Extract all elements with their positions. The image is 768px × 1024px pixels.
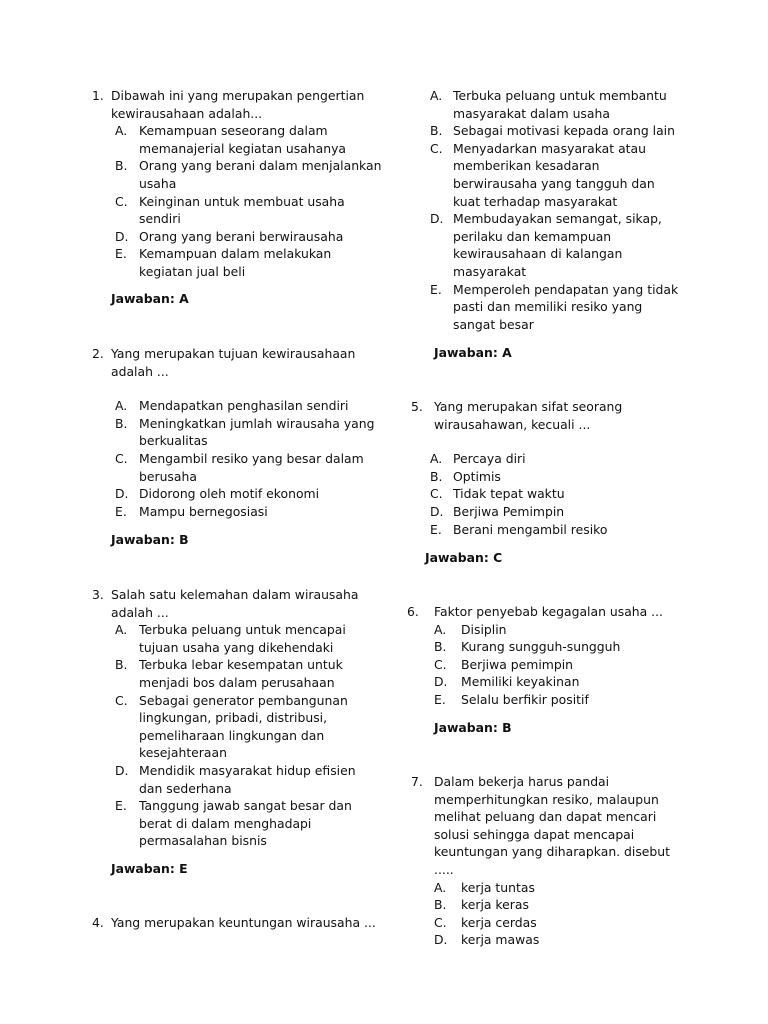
question-3	[92, 586, 382, 850]
option-text: Berani mengambil resiko	[453, 521, 608, 537]
option-text: Mampu bernegosiasi	[139, 503, 268, 519]
option-text: Tanggung jawab sangat besar dan berat di dalam menghadapi permasalahan bisnis	[139, 798, 352, 849]
question-1	[92, 87, 382, 281]
option-text: Meningkatkan jumlah wirausaha yang berkualitas	[139, 415, 375, 449]
option-text: Sebagai generator pembangunan lingkungan, pribadi, distribusi, pemeliharaan lingkungan dan kesejahteraan	[139, 692, 348, 761]
option-text: Kemampuan dalam melakukan kegiatan jual beli	[139, 246, 332, 279]
question-number: 4.	[92, 915, 104, 930]
option-text: Memiliki keyakinan	[461, 674, 580, 690]
option-letter: D.	[115, 762, 129, 778]
option-letter: D.	[430, 211, 444, 227]
option-letter: D.	[115, 228, 129, 244]
option-letter: D.	[434, 932, 448, 948]
option-text: kerja mawas	[461, 932, 540, 948]
option-letter: E.	[434, 691, 446, 707]
option-letter: A.	[434, 621, 447, 637]
question-number: 1.	[92, 88, 104, 103]
option-text: Terbuka peluang untuk membantu masyarakat dalam usaha	[453, 88, 667, 121]
option-text: Berjiwa pemimpin	[461, 656, 573, 672]
option-letter: A.	[430, 88, 443, 103]
option-letter: B.	[115, 158, 128, 174]
question-text: Dalam bekerja harus pandai memperhitungkan resiko, malaupun melihat peluang dan dapat mencari solusi sehingga dapat mencapai keuntungan yang diharapkan. disebut .....	[434, 774, 671, 877]
option-letter: B.	[430, 123, 443, 139]
option-letter: B.	[434, 639, 447, 655]
option-letter: C.	[115, 450, 128, 466]
option-text: kerja cerdas	[461, 914, 537, 930]
option-text: Mendidik masyarakat hidup efisien dan sederhana	[139, 762, 356, 796]
question-number: 6.	[407, 604, 419, 619]
option-letter: A.	[115, 123, 128, 139]
option-letter: C.	[434, 914, 447, 930]
question-text: Yang merupakan sifat seorang wirausahawan, kecuali ...	[434, 399, 623, 432]
option-letter: D.	[115, 486, 129, 502]
option-text: Menyadarkan masyarakat atau memberikan kesadaran berwirausaha yang tangguh dan kuat terhadap masyarakat	[453, 140, 655, 209]
question-text: Faktor penyebab kegagalan usaha ...	[434, 604, 663, 619]
question-2	[92, 345, 382, 520]
option-text: Orang yang berani dalam menjalankan usaha	[139, 158, 382, 191]
question-number: 5.	[411, 399, 423, 414]
answer-2: Jawaban: B	[111, 532, 189, 547]
option-letter: C.	[434, 656, 447, 672]
option-letter: E.	[115, 798, 127, 814]
answer-4: Jawaban: A	[434, 345, 512, 360]
option-letter: D.	[434, 674, 448, 690]
option-text: Optimis	[453, 468, 501, 484]
option-letter: A.	[115, 622, 128, 638]
option-letter: B.	[115, 657, 128, 673]
option-letter: B.	[115, 415, 128, 431]
option-text: Mendapatkan penghasilan sendiri	[139, 398, 349, 414]
option-letter: B.	[430, 468, 443, 484]
question-number: 3.	[92, 587, 104, 602]
question-text: Salah satu kelemahan dalam wirausaha adalah ...	[111, 587, 359, 620]
option-text: Terbuka peluang untuk mencapai tujuan usaha yang dikehendaki	[139, 622, 346, 655]
option-text: Terbuka lebar kesempatan untuk menjadi bos dalam perusahaan	[139, 657, 343, 690]
question-text: Dibawah ini yang merupakan pengertian kewirausahaan adalah...	[111, 88, 365, 121]
option-text: Keinginan untuk membuat usaha sendiri	[139, 193, 345, 227]
option-text: Didorong oleh motif ekonomi	[139, 486, 320, 502]
question-number: 2.	[92, 346, 104, 361]
question-5	[411, 398, 651, 538]
question-4	[92, 914, 392, 932]
question-7	[411, 773, 691, 949]
answer-1: Jawaban: A	[111, 291, 189, 306]
option-letter: A.	[115, 398, 128, 414]
option-letter: E.	[430, 281, 442, 297]
question-number: 7.	[411, 774, 423, 789]
option-text: Selalu berfikir positif	[461, 691, 589, 707]
answer-3: Jawaban: E	[111, 861, 188, 876]
option-text: kerja keras	[461, 897, 529, 913]
option-letter: C.	[430, 140, 443, 156]
question-text: Yang merupakan keuntungan wirausaha ...	[111, 915, 376, 930]
option-text: Memperoleh pendapatan yang tidak pasti dan memiliki resiko yang sangat besar	[453, 281, 679, 332]
option-text: kerja tuntas	[461, 879, 535, 895]
question-text: Yang merupakan tujuan kewirausahaan adalah ...	[111, 346, 356, 379]
option-text: Kemampuan seseorang dalam memanajerial kegiatan usahanya	[139, 123, 347, 156]
option-letter: E.	[430, 521, 442, 537]
option-text: Tidak tepat waktu	[453, 486, 565, 502]
option-letter: E.	[115, 503, 127, 519]
question-4-options	[430, 87, 680, 333]
option-text: Percaya diri	[453, 451, 526, 467]
option-letter: E.	[115, 246, 127, 262]
answer-6: Jawaban: B	[434, 720, 512, 735]
answer-5: Jawaban: C	[425, 550, 503, 565]
option-letter: C.	[115, 193, 128, 209]
option-letter: B.	[434, 897, 447, 913]
option-letter: C.	[115, 692, 128, 708]
option-text: Mengambil resiko yang besar dalam berusaha	[139, 450, 364, 484]
option-text: Berjiwa Pemimpin	[453, 503, 565, 519]
option-text: Disiplin	[461, 621, 507, 637]
option-letter: A.	[430, 451, 443, 467]
option-letter: A.	[434, 879, 447, 895]
option-text: Orang yang berani berwirausaha	[139, 228, 344, 244]
option-letter: C.	[430, 486, 443, 502]
option-text: Kurang sungguh-sungguh	[461, 639, 621, 655]
option-text: Membudayakan semangat, sikap, perilaku dan kemampuan kewirausahaan di kalangan masyarakat	[453, 211, 662, 279]
question-6	[407, 603, 687, 709]
option-letter: D.	[430, 503, 444, 519]
option-text: Sebagai motivasi kepada orang lain	[453, 123, 675, 139]
